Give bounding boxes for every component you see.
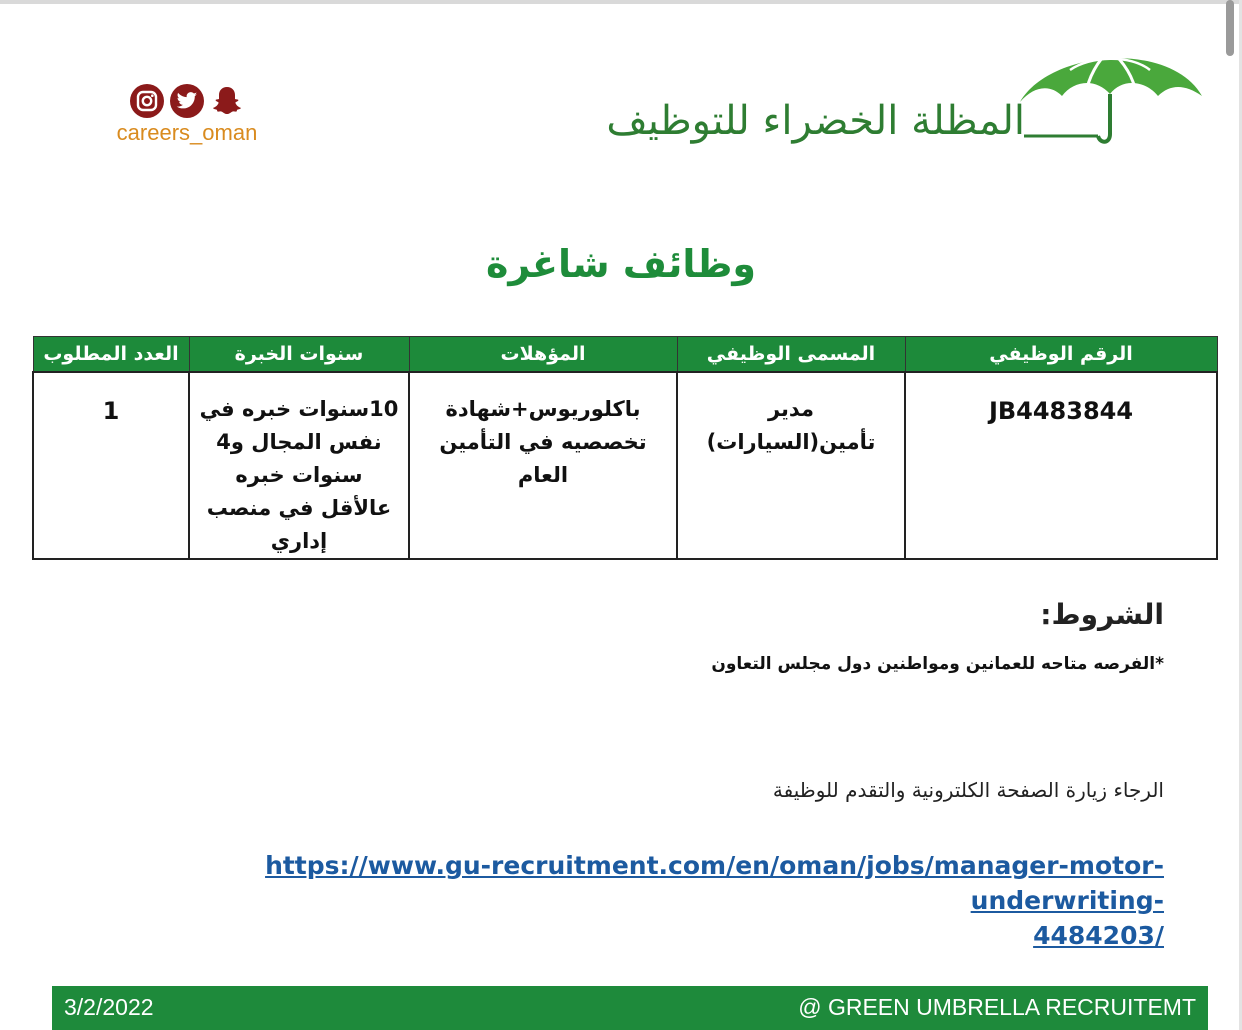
snapchat-icon[interactable] (210, 84, 244, 118)
cell-qualifications: باكلوريوس+شهادة تخصصيه في التأمين العام (409, 372, 677, 559)
twitter-icon[interactable] (170, 84, 204, 118)
header-qualifications: المؤهلات (409, 337, 677, 373)
logo-text: المظلة الخضراء للتوظيف (606, 98, 1025, 144)
table-row (33, 372, 1217, 559)
cell-experience: 10سنوات خبره في نفس المجال و4 سنوات خبره عالأقل في منصب إداري (189, 372, 409, 559)
scrollbar-thumb[interactable] (1226, 0, 1234, 56)
table-header-row (33, 337, 1217, 373)
header-count: العدد المطلوب (33, 337, 189, 373)
company-logo (606, 40, 1210, 160)
job-link-line1[interactable]: https://www.gu-recruitment.com/en/oman/jobs/manager-motor-underwriting- (265, 851, 1164, 915)
footer-bar (52, 986, 1208, 1030)
top-border (0, 0, 1242, 4)
umbrella-icon (1010, 40, 1210, 150)
visit-instruction: الرجاء زيارة الصفحة الكلترونية والتقدم للوظيفة (772, 778, 1164, 802)
footer-org: @ GREEN UMBRELLA RECRUITEMT (798, 994, 1196, 1020)
header-experience: سنوات الخبرة (189, 337, 409, 373)
cell-count: 1 (33, 372, 189, 559)
footer-date: 3/2/2022 (64, 994, 154, 1020)
social-handle[interactable]: careers_oman (116, 120, 258, 145)
conditions-title: الشروط: (1040, 598, 1164, 631)
jobs-table (32, 336, 1218, 560)
cell-job-title: مدير تأمين(السيارات) (677, 372, 905, 559)
social-block (112, 84, 262, 146)
job-link-line2[interactable]: 4484203/ (1033, 921, 1164, 950)
instagram-icon[interactable] (130, 84, 164, 118)
social-icons (112, 84, 262, 118)
header-job-title: المسمى الوظيفي (677, 337, 905, 373)
header-job-id: الرقم الوظيفي (905, 337, 1217, 373)
cell-job-id: JB4483844 (905, 372, 1217, 559)
conditions-text: *الفرصه متاحه للعمانين ومواطنين دول مجلس التعاون (711, 654, 1164, 674)
job-link[interactable] (104, 848, 1164, 953)
page-title: وظائف شاغرة (485, 242, 757, 286)
